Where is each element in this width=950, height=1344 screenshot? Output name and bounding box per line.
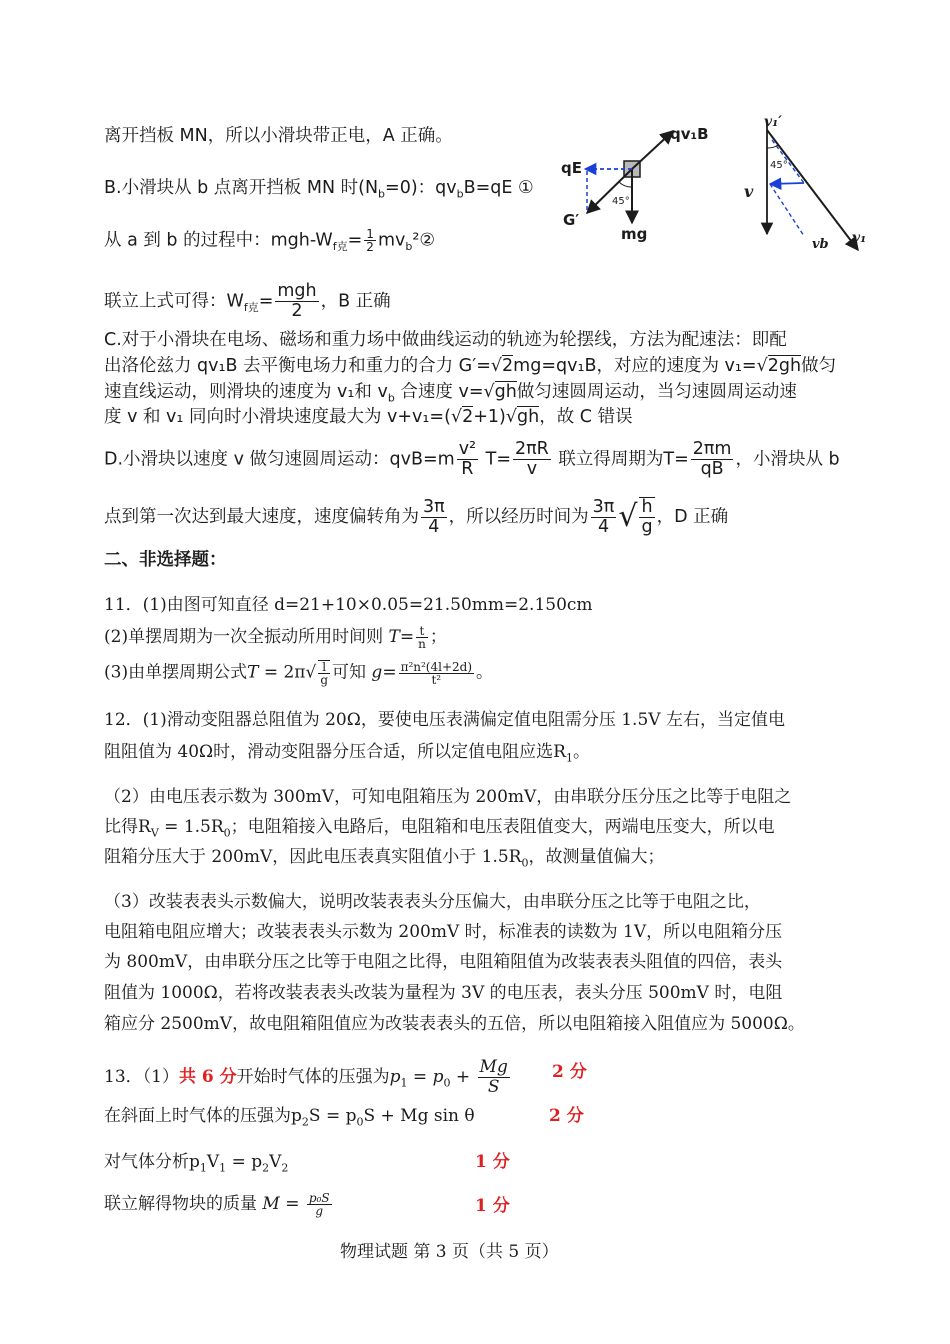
fraction: [591, 498, 617, 537]
fraction: [457, 440, 478, 479]
text-line: C.对于小滑块在电场、磁场和重力场中做曲线运动的轨迹为轮摆线，方法为配速法：即配: [104, 330, 787, 350]
text: 比得R: [104, 817, 151, 837]
fraction: [318, 660, 330, 686]
numerator: 3π: [423, 496, 445, 517]
force-diagram: [555, 115, 725, 245]
label-qE: qE: [561, 159, 582, 177]
subscript: b: [405, 240, 413, 253]
text: (2)单摆周期为一次全振动所用时间则: [104, 627, 389, 647]
label-v1: v₁: [852, 230, 867, 246]
score: 2 分: [552, 1062, 587, 1082]
numerator: p₀S: [308, 1191, 330, 1205]
text-line: [104, 845, 665, 875]
numerator: Mg: [479, 1057, 508, 1077]
denominator: 4: [597, 516, 610, 537]
text: = p: [226, 1152, 263, 1172]
text-line: [104, 497, 728, 537]
text: V: [206, 1152, 220, 1172]
text: 。: [572, 742, 590, 762]
fraction: [275, 282, 318, 321]
text: 点到第一次达到最大速度，速度偏转角为: [104, 507, 419, 527]
text: 在斜面上时气体的压强为p: [104, 1106, 302, 1126]
text-line: 电阻箱电阻应增大；改装表表头示数为 200mV 时，标准表的读数为 1V，所以电阻箱分压: [104, 922, 783, 942]
text: 联立得周期为T=: [552, 449, 689, 470]
numerator: l: [318, 661, 330, 674]
numerator: t: [416, 625, 428, 638]
text-line: 为 800mV，由串联分压之比等于电阻之比得，电阻箱阻值为改装表表头阻值的四倍，表头: [104, 952, 783, 972]
subscript: b: [456, 187, 464, 201]
label-v1prime: v₁′: [764, 114, 782, 130]
text-line: 出洛伦兹力 qv₁B 去平衡电场力和重力的合力 G′=√2mg=qv₁B，对应的速度为 v₁=√2gh做匀: [104, 356, 837, 376]
text: B=qE ①: [463, 178, 534, 198]
text: V: [269, 1152, 282, 1172]
denominator: R: [461, 459, 474, 479]
subscript: 1: [219, 1161, 227, 1175]
text: B.小滑块从 b 点离开挡板 MN 时(N: [104, 178, 379, 198]
score-note: 共 6 分: [178, 1067, 237, 1087]
text: (3)由单摆周期公式: [104, 662, 248, 683]
text: 13．（1）: [104, 1067, 179, 1087]
label-mg: mg: [621, 225, 648, 243]
subscript: b: [378, 187, 386, 201]
label-angle: 45°: [770, 160, 788, 171]
fraction: [639, 497, 654, 537]
label-G: G′: [563, 211, 580, 229]
section-heading: 二、非选择题：: [104, 550, 227, 570]
fraction: [421, 498, 447, 537]
velocity-v1-arrow: [767, 130, 858, 250]
text: 从 a 到 b 的过程中：mgh-W: [104, 230, 333, 251]
subscript: 2: [281, 1161, 289, 1175]
text: 可知: [332, 662, 372, 683]
numerator: 2πR: [515, 439, 549, 459]
subscript: V: [150, 826, 159, 840]
subscript: 0: [356, 1115, 364, 1129]
symbol: p: [432, 1067, 444, 1087]
denominator: v: [526, 459, 538, 479]
subscript: f克: [243, 301, 259, 314]
text: 阻阻值为 40Ω时，滑动变阻器分压合适，所以定值电阻应选R: [104, 742, 566, 762]
text: +: [450, 1067, 476, 1087]
fraction: [513, 440, 551, 479]
text-line: 度 v 和 v₁ 同向时小滑块速度最大为 v+v₁=(√2+1)√gh，故 C 错误: [104, 407, 633, 427]
label-v: v: [744, 182, 754, 201]
text: =0)：qv: [385, 178, 457, 198]
numerator: 1: [366, 227, 374, 241]
text: =: [279, 1194, 305, 1214]
text: 阻箱分压大于 200mV，因此电压表真实阻值小于 1.5R: [104, 847, 522, 867]
text: 出洛伦兹力 qv₁B 去平衡电场力和重力的合力 G′=: [104, 356, 491, 376]
radicand: 2gh: [767, 356, 802, 376]
score: 2 分: [549, 1106, 584, 1126]
text-line: 速直线运动，则滑块的速度为 v₁和 $v_b$ 合速度 v=√gh做匀速圆周运动，当匀速圆周运动速: [104, 382, 797, 405]
text: D.小滑块以速度 v 做匀速圆周运动：qvB=m: [104, 449, 455, 470]
text: 。: [476, 662, 494, 683]
subscript: b: [387, 391, 395, 405]
radicand: gh: [517, 407, 540, 427]
numerator: 3π: [592, 496, 615, 517]
text: 合速度 v=: [394, 382, 484, 402]
text-line: [104, 282, 391, 321]
text: =: [382, 662, 397, 683]
denominator: S: [487, 1077, 500, 1097]
numerator: 2πm: [692, 439, 732, 459]
angle-arc: [767, 145, 778, 148]
subscript: 1: [199, 1161, 207, 1175]
text-line: （2）由电压表示数为 300mV，可知电阻箱压为 200mV，由串联分压分压之比等于电阻之: [104, 787, 792, 807]
denominator: g: [320, 673, 329, 687]
denominator: 2: [366, 240, 374, 254]
denominator: 2: [291, 301, 303, 321]
text: +1): [473, 407, 506, 427]
text-line: 离开挡板 MN，所以小滑块带正电，A 正确。: [104, 126, 453, 146]
numerator: h: [639, 498, 654, 518]
text: S = p: [308, 1106, 357, 1126]
text: T=: [480, 449, 511, 470]
symbol: T: [388, 627, 400, 647]
label-vb: vb: [812, 237, 829, 252]
symbol: g: [371, 662, 383, 683]
text: =: [258, 291, 274, 312]
velocity-diagram: [738, 110, 878, 262]
symbol: T: [247, 662, 259, 683]
text: 做匀速圆周运动，当匀速圆周运动速: [516, 382, 797, 402]
text: =: [407, 1067, 433, 1087]
radicand: 2: [502, 356, 514, 376]
text: ；: [429, 627, 447, 647]
text-line: （3）改装表表头示数偏大，说明改装表表头分压偏大，由串联分压之比等于电阻之比，: [104, 892, 761, 912]
text: mv: [377, 230, 406, 251]
score: 1 分: [475, 1196, 510, 1216]
velocity-v-arrow: [770, 183, 804, 184]
text: =: [399, 627, 415, 647]
text-line: [104, 176, 534, 207]
text: =: [347, 230, 363, 251]
text-line: [104, 1150, 288, 1180]
text-line: [104, 740, 590, 770]
symbol: M: [262, 1194, 280, 1214]
text: ，小滑块从 b: [735, 449, 840, 470]
fraction: [307, 1192, 332, 1217]
text: ，故 C 错误: [539, 407, 633, 427]
text: ，D 正确: [656, 507, 729, 527]
fraction: [364, 228, 376, 253]
text: mg=qv₁B，对应的速度为 v₁=: [513, 356, 757, 376]
subscript: 0: [443, 1076, 451, 1090]
symbol: p: [389, 1067, 401, 1087]
text-line: [104, 440, 840, 479]
fraction: [478, 1058, 510, 1097]
subscript: 2: [262, 1161, 270, 1175]
denominator: n: [418, 637, 426, 651]
lorentz-force-arrow: [632, 131, 673, 169]
text-line: 12．(1)滑动变阻器总阻值为 20Ω，要使电压表满偏定值电阻需分压 1.5V 左右，当定值电: [104, 710, 785, 730]
text: ；电阻箱接入电路后，电阻箱和电压表阻值变大，两端电压变大，所以电: [230, 817, 775, 837]
numerator: π²n²(4l+2d): [400, 659, 473, 674]
subscript: 2: [301, 1115, 309, 1129]
denominator: t²: [431, 672, 442, 687]
text-line: 箱应分 2500mV，故电阻箱阻值应为改装表表头的五倍，所以电阻箱接入阻值应为 5000Ω。: [104, 1014, 805, 1034]
text: ，B 正确: [320, 291, 391, 312]
subscript: f克: [332, 240, 348, 253]
dashed-guide: [770, 184, 804, 236]
subscript: 0: [521, 856, 529, 870]
label-qv1B: qv₁B: [670, 125, 709, 143]
angle-arc: [619, 182, 632, 187]
text: 速直线运动，则滑块的速度为 v₁和 v: [104, 382, 388, 402]
radical-sign: √: [618, 499, 638, 534]
denominator: qB: [700, 459, 724, 479]
numerator: mgh: [277, 281, 317, 301]
text: = 1.5R: [158, 817, 224, 837]
subscript: 0: [223, 826, 231, 840]
numerator: v²: [458, 439, 477, 459]
score: 1 分: [475, 1152, 510, 1172]
radicand: 2: [462, 407, 474, 427]
text: S + Mg sin θ: [363, 1106, 475, 1126]
fraction: [691, 440, 734, 479]
text-line: 11．(1)由图可知直径 d=21+10×0.05=21.50mm=2.150cm: [104, 595, 593, 615]
text: 度 v 和 v₁ 同向时小滑块速度最大为 v+v₁=(: [104, 407, 451, 427]
fraction: [416, 625, 428, 650]
text-line: [104, 815, 775, 845]
denominator: 4: [428, 516, 440, 537]
text: ，所以经历时间为: [448, 507, 589, 527]
text-line: (3)由单摆周期公式T = 2π√ $\frac{l}{g}$ 可知 g= $\frac{\text{π²n²(4l+2d)}}{\text{t²}}$ 。: [104, 659, 494, 687]
text-line: 阻值为 1000Ω，若将改装表表头改装为量程为 3V 的电压表，表头分压 500mV 时，电阻: [104, 983, 783, 1003]
text: ²②: [412, 230, 436, 251]
subscript: 1: [565, 751, 573, 765]
text-line: [104, 228, 435, 259]
text: 联立解得物块的质量: [104, 1194, 263, 1214]
text: = 2π: [258, 662, 306, 683]
text-line: [104, 625, 447, 650]
text: 开始时气体的压强为: [236, 1067, 390, 1087]
radicand: gh: [494, 382, 517, 402]
text-line: [104, 1058, 512, 1097]
text: 联立上式可得：W: [104, 291, 244, 312]
label-angle: 45°: [612, 196, 630, 207]
denominator: g: [641, 517, 653, 537]
subscript: 1: [400, 1076, 408, 1090]
fraction: [399, 661, 474, 686]
page-footer: 物理试题 第 3 页（共 5 页）: [340, 1242, 559, 1262]
text: 对气体分析p: [104, 1152, 200, 1172]
text: 做匀: [801, 356, 837, 376]
denominator: g: [315, 1204, 324, 1218]
text-line: [104, 1192, 334, 1217]
text-line: [104, 1104, 475, 1134]
text: ，故测量值偏大；: [528, 847, 665, 867]
